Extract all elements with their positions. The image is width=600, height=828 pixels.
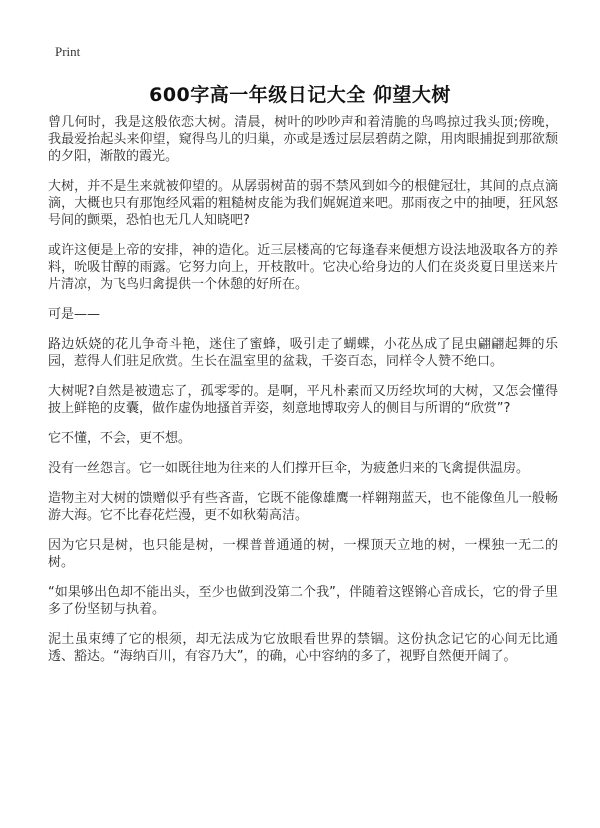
paragraph: 大树，并不是生来就被仰望的。从孱弱树苗的弱不禁风到如今的根健冠壮，其间的点点滴滴，大概也只有那饱经风霜的粗糙树皮能为我们娓娓道来吧。那雨夜之中的抽哽，狂风怒号间的颤栗，恐怕也无几人知晓吧?	[48, 179, 558, 228]
paragraph: 泥土虽束缚了它的根须，却无法成为它放眼看世界的禁锢。这份执念记它的心间无比通透、豁达。“海纳百川，有容乃大”，的确，心中容纳的多了，视野自然便开阔了。	[48, 632, 558, 664]
paragraph: 它不懂，不会，更不想。	[48, 431, 192, 446]
paragraph: 曾几何时，我是这般依恋大树。清晨，树叶的吵吵声和着清脆的鸟鸣掠过我头顶;傍晚，我最爱抬起头来仰望，窥得鸟儿的归巢，亦或是透过层层碧荫之隙，用肉眼捕捉到那欲颓的夕阳，渐散的霞光。	[48, 115, 558, 164]
paragraph: 没有一丝怨言。它一如既往地为往来的人们撑开巨伞，为疲惫归来的飞禽提供温房。	[48, 461, 530, 476]
paragraph: 大树呢?自然是被遗忘了，孤零零的。是啊，平凡朴素而又历经坎坷的大树，又怎会懂得披上鲜艳的皮囊，做作虚伪地搔首弄姿，刻意地博取旁人的侧目与所谓的“欣赏”?	[48, 384, 558, 416]
page-title: 600字高一年级日记大全 仰望大树	[149, 84, 451, 106]
paragraph: 路边妖娆的花儿争奇斗艳，迷住了蜜蜂，吸引走了蝴蝶，小花丛成了昆虫翩翩起舞的乐园，惹得人们驻足欣赏。生长在温室里的盆栽，千姿百态，同样令人赞不绝口。	[48, 337, 558, 369]
paragraph: 或许这便是上帝的安排，神的造化。近三层楼高的它每逢春来便想方设法地汲取各方的养料，吮吸甘醇的雨露。它努力向上，开枝散叶。它决心给身边的人们在炎炎夏日里送来片片清凉，为飞鸟归禽提供一个休憩的好所在。	[48, 243, 558, 292]
print-button[interactable]: Print	[55, 44, 81, 59]
paragraph: “如果够出色却不能出头，至少也做到没第二个我”，伴随着这铿锵心音成长，它的骨子里多了份坚韧与执着。	[48, 585, 558, 617]
paragraph: 因为它只是树，也只能是树，一棵普普通通的树，一棵顶天立地的树，一棵独一无二的树。	[48, 538, 558, 570]
article-body	[48, 114, 558, 678]
paragraph: 可是——	[48, 307, 101, 322]
paragraph: 造物主对大树的馈赠似乎有些吝啬，它既不能像雄鹰一样翱翔蓝天，也不能像鱼儿一般畅游大海。它不比春花烂漫，更不如秋菊高洁。	[48, 491, 558, 523]
